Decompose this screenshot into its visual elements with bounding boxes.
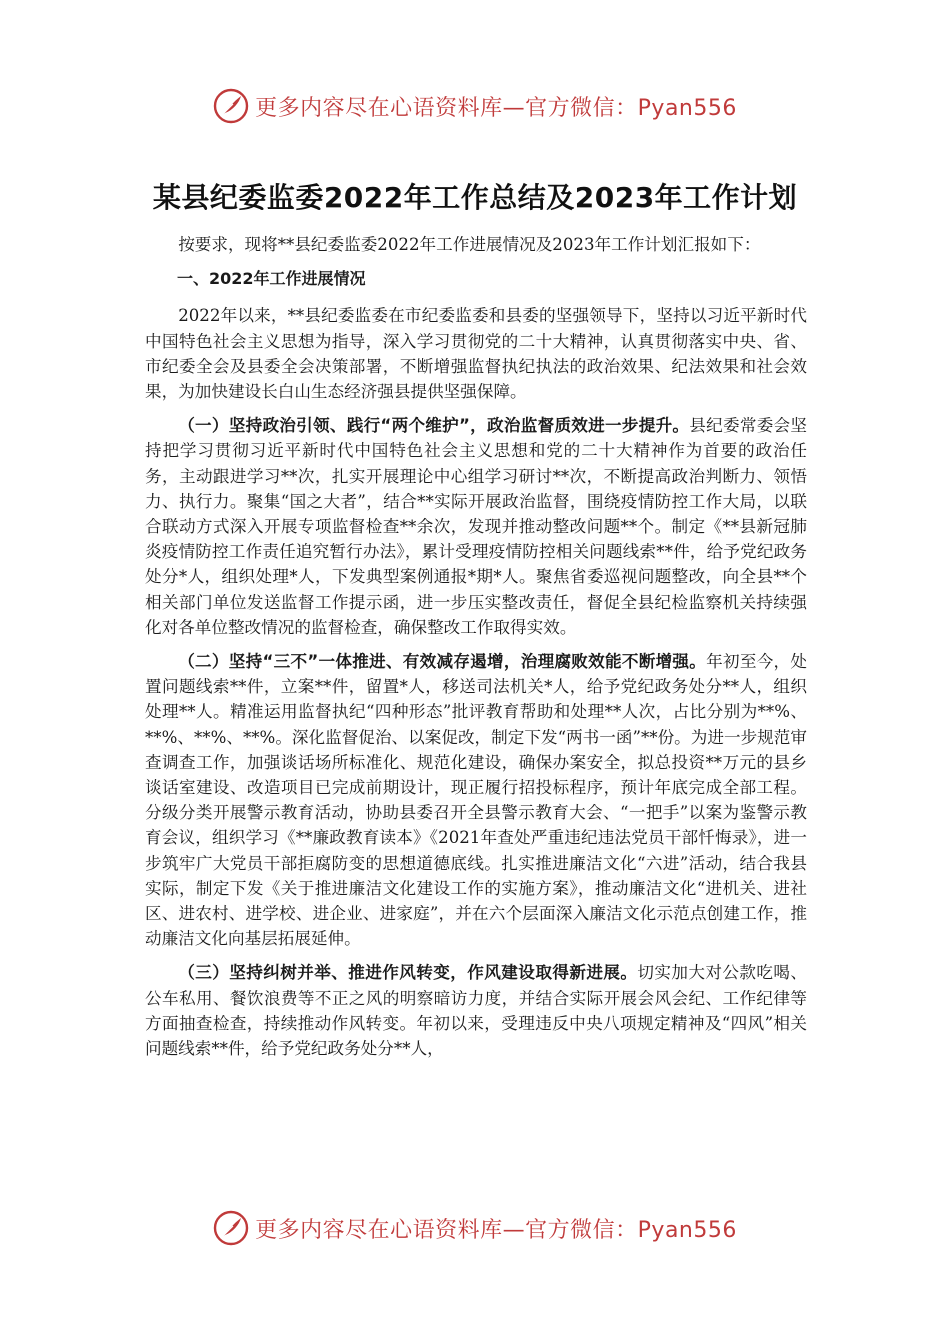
item-1-paragraph <box>145 413 807 640</box>
item-1-body: 县纪委常委会坚持把学习贯彻习近平新时代中国特色社会主义思想和党的二十大精神作为首要的政治任务，主动跟进学习**次，扎实开展理论中心组学习研讨**次，不断提高政治判断力、领悟力、执行力。聚集“国之大者”，结合**实际开展政治监督，围绕疫情防控工作大局，以联合联动方式深入开展专项监督检查**余次，发现并推动整改问题**个。制定《**县新冠肺炎疫情防控工作责任追究暂行办法》，累计受理疫情防控相关问题线索**件，给予党纪政务处分*人，组织处理*人，下发典型案例通报*期*人。聚焦省委巡视问题整改，向全县**个相关部门单位发送监督工作提示函，进一步压实整改责任，督促全县纪检监察机关持续强化对各单位整改情况的监督检查，确保整改工作取得实效。 <box>145 416 807 637</box>
watermark-suffix: 官方微信： <box>525 1217 638 1243</box>
watermark-text <box>255 91 737 122</box>
item-2-body: 年初至今，处置问题线索**件，立案**件，留置*人，移送司法机关*人，给予党纪政务处分**人，组织处理**人。精准运用监督执纪“四种形态”批评教育帮助和处理**人次，占比分别为**%、**%、**%、**%。深化监督促治、以案促改，制定下发“两书一函”**份。为进一步规范审查调查工作，加强谈话场所标准化、规范化建设，确保办案安全，拟总投资**万元的县乡谈话室建设、改造项目已完成前期设计，现正履行招投标程序，预计年底完成全部工程。分级分类开展警示教育活动，协助县委召开全县警示教育大会、“一把手”以案为鉴警示教育会议，组织学习《**廉政教育读本》《2021年查处严重违纪违法党员干部忏悔录》，进一步筑牢广大党员干部拒腐防变的思想道德底线。扎实推进廉洁文化“六进”活动，结合我县实际，制定下发《关于推进廉洁文化建设工作的实施方案》，推动廉洁文化“进机关、进社区、进农村、进学校、进企业、进家庭”，并在六个层面深入廉洁文化示范点创建工作，推动廉洁文化向基层拓展延伸。 <box>145 652 808 949</box>
watermark-account: Pyan556 <box>637 1217 737 1243</box>
watermark-text <box>255 1213 737 1244</box>
item-3-lead: （三）坚持纠树并举、推进作风转变，作风建设取得新进展。 <box>178 963 638 983</box>
section-heading: 一、2022年工作进展情况 <box>177 269 366 289</box>
watermark-separator: — <box>502 95 526 121</box>
intro-paragraph: 按要求，现将**县纪委监委2022年工作进展情况及2023年工作计划汇报如下： <box>178 235 761 254</box>
watermark-header <box>0 86 950 126</box>
watermark-suffix: 官方微信： <box>525 95 638 121</box>
watermark-main-text: 更多内容尽在心语资料库 <box>255 1217 503 1243</box>
item-2-lead: （二）坚持“三不”一体推进、有效减存遏增，治理腐败效能不断增强。 <box>178 652 707 672</box>
item-1-lead: （一）坚持政治引领、践行“两个维护”，政治监督质效进一步提升。 <box>178 416 690 436</box>
feather-pen-logo-icon <box>213 88 249 124</box>
item-3-body: 切实加大对公款吃喝、公车私用、餐饮浪费等不正之风的明察暗访力度，并结合实际开展会风会纪、工作纪律等方面抽查检查，持续推动作风转变。年初以来，受理违反中央八项规定精神及“四风”相关问题线索**件，给予党纪政务处分**人， <box>145 963 808 1059</box>
watermark-main-text: 更多内容尽在心语资料库 <box>255 95 503 121</box>
feather-pen-logo-icon <box>213 1210 249 1246</box>
document-title: 某县纪委监委2022年工作总结及2023年工作计划 <box>152 181 798 214</box>
watermark-account: Pyan556 <box>637 95 737 121</box>
section-intro-paragraph: 2022年以来，**县纪委监委在市纪委监委和县委的坚强领导下，坚持以习近平新时代中国特色社会主义思想为指导，深入学习贯彻党的二十大精神，认真贯彻落实中央、省、市纪委全会及县委全会决策部署，不断增强监督执纪执法的政治效果、纪法效果和社会效果，为加快建设长白山生态经济强县提供坚强保障。 <box>145 306 807 402</box>
item-3-paragraph <box>145 960 807 1061</box>
item-2-paragraph <box>145 649 807 951</box>
document-body <box>145 232 807 1070</box>
watermark-footer <box>0 1208 950 1248</box>
watermark-separator: — <box>502 1217 526 1243</box>
